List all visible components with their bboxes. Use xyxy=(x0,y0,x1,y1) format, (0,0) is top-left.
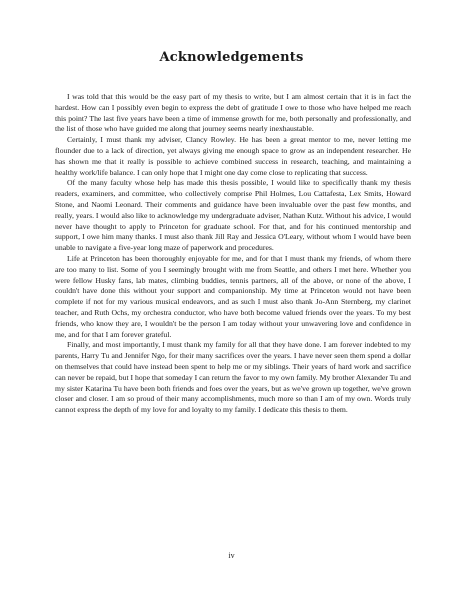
paragraph-1: I was told that this would be the easy part of my thesis to write, but I am almost certain that it is in fact the hardest. How can I possibly even begin to express the debt of gratitude I owe to those who have helped me reach this point? The last five years have been a time of immense growth for me, both personally and professionally, and the list of those who have guided me along that journey seems nearly inexhaustable. xyxy=(55,92,411,134)
paragraph-4: Life at Princeton has been thoroughly enjoyable for me, and for that I must thank my friends, of whom there are too many to list. Some of you I seemingly brought with me from Seattle, and others I met here. Whether you were fellow Husky fans, lab mates, climbing buddies, tennis partners, all of the above, or none of the above, I couldn't have done this without your support and companionship. My time at Princeton would not have been complete if not for my various musical endeavors, and as such I must also thank Jo-Ann Sternberg, my clarinet teacher, and Ruth Ochs, my orchestra conductor, who have both become valued friends over the years. To my best friends, who know they are, I wouldn't be the person I am today without your unwavering love and confidence in me, and for that I am forever grateful. xyxy=(55,253,411,339)
paragraph-2: Certainly, I must thank my adviser, Clancy Rowley. He has been a great mentor to me, never letting me flounder due to a lack of direction, yet always giving me enough space to grow as an independent researcher. He has shown me that it really is possible to achieve combined success in research, teaching, and maintaining a healthy work/life balance. I can only hope that I might one day come close to replicating that success. xyxy=(55,135,411,177)
paragraph-3: Of the many faculty whose help has made this thesis possible, I would like to specifically thank my thesis readers, examiners, and committee, who collectively comprise Phil Holmes, Lou Cattafesta, Lex Smits, Howard Stone, and Naomi Leonard. Their comments and guidance have been invaluable over the past few months, and really, years. I would also like to acknowledge my undergraduate adviser, Nathan Kutz. Without his advice, I would never have thought to apply to Princeton for graduate school. For that, and for his continued mentorship and support, I owe him many thanks. I must also thank Jill Ray and Jessica O'Leary, without whom I would have been unable to navigate a five-year long maze of paperwork and procedures. xyxy=(55,178,411,253)
page-number: iv xyxy=(228,551,235,560)
page-title: Acknowledgements xyxy=(159,50,304,65)
paragraph-5: Finally, and most importantly, I must thank my family for all that they have done. I am forever indebted to my parents, Harry Tu and Jennifer Ngo, for their many sacrifices over the years. I have never seen them spend a dollar on themselves that could have instead been spent to help me or my siblings. Their years of hard work and sacrifice can never be repaid, but I hope that someday I can return the favor to my own family. My brother Alexander Tu and my sister Katarina Tu have been both friends and foes over the years, but as we've grown up together, we've grown closer and closer. I am so proud of their many accomplishments, much more so than I am of my own. Words truly cannot express the depth of my love for and loyalty to my family. I dedicate this thesis to them. xyxy=(55,340,412,415)
body-text xyxy=(55,92,411,416)
